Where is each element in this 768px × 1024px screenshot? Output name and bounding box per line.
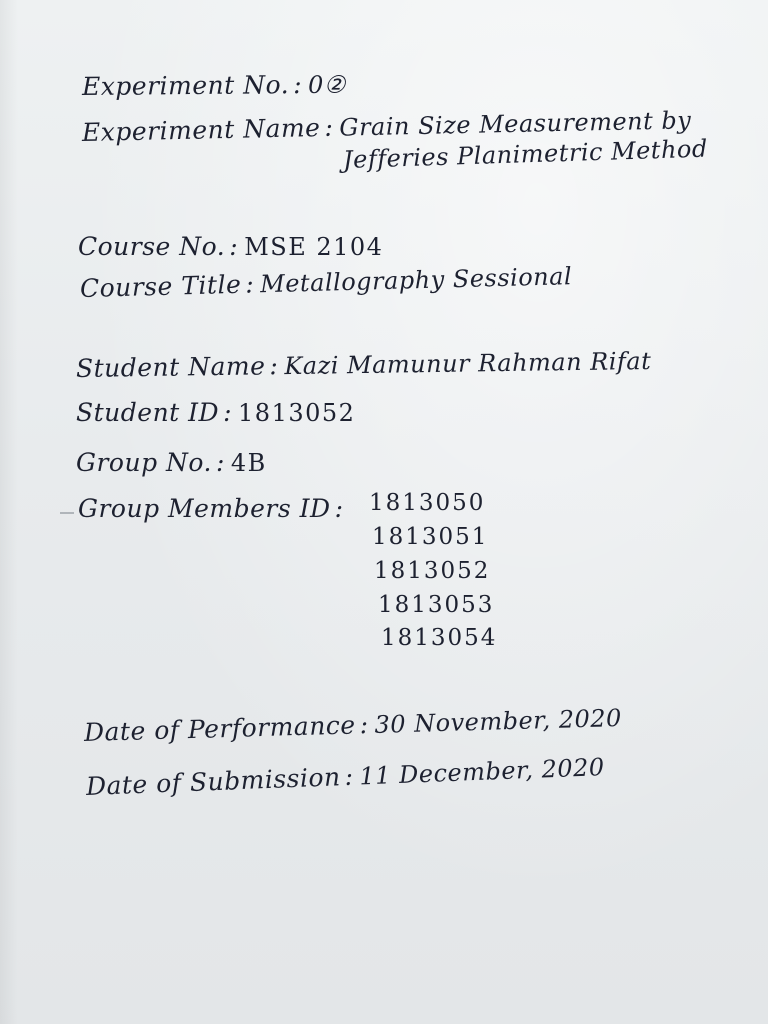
group-members-line: Group Members ID : [78,494,344,523]
course-no-line: Course No. : MSE 2104 [78,232,384,261]
student-id-value: 1813052 [238,399,356,427]
date-performance-line: Date of Performance : 30 November, 2020 [83,703,623,747]
date-submission-label: Date of Submission [85,762,342,801]
experiment-no-label: Experiment No. [81,70,290,101]
student-id-line: Student ID : 1813052 [76,398,356,427]
course-no-value: MSE 2104 [244,233,384,261]
date-submission-line: Date of Submission : 11 December, 2020 [85,753,606,801]
group-member-id: 1813051 [372,524,489,550]
date-performance-value: 30 November, 2020 [374,703,623,739]
experiment-name-label: Experiment Name [81,113,321,147]
group-member-id: 1813054 [381,625,498,651]
course-title-value: Metallography Sessional [259,262,573,299]
experiment-name-value-line2: Jefferies Planimetric Method [342,134,709,174]
group-members-label: Group Members ID [78,494,331,523]
date-performance-label: Date of Performance [83,710,357,747]
experiment-name-continuation [343,135,709,174]
experiment-name-value-line1: Grain Size Measurement by [339,106,692,142]
course-title-label: Course Title [79,269,242,303]
course-no-label: Course No. [78,232,226,261]
student-name-label: Student Name [75,351,266,383]
group-no-label: Group No. [76,448,212,477]
group-member-id: 1813052 [374,558,491,584]
group-member-id: 1813053 [378,592,495,618]
course-title-line: Course Title : Metallography Sessional [79,262,573,303]
group-no-line: Group No. : 4B [76,448,267,477]
experiment-no-line: Experiment No. : 0② [81,70,346,101]
student-name-value: Kazi Mamunur Rahman Rifat [284,346,652,381]
experiment-no-value: 0② [307,70,346,100]
student-name-line: Student Name : Kazi Mamunur Rahman Rifat [75,346,652,383]
date-submission-value: 11 December, 2020 [358,753,606,791]
group-member-id: 1813050 [369,490,486,516]
group-no-value: 4B [230,449,267,477]
margin-dash-mark [60,512,74,514]
experiment-name-line: Experiment Name : Grain Size Measurement by [81,106,692,147]
student-id-label: Student ID [76,398,220,427]
